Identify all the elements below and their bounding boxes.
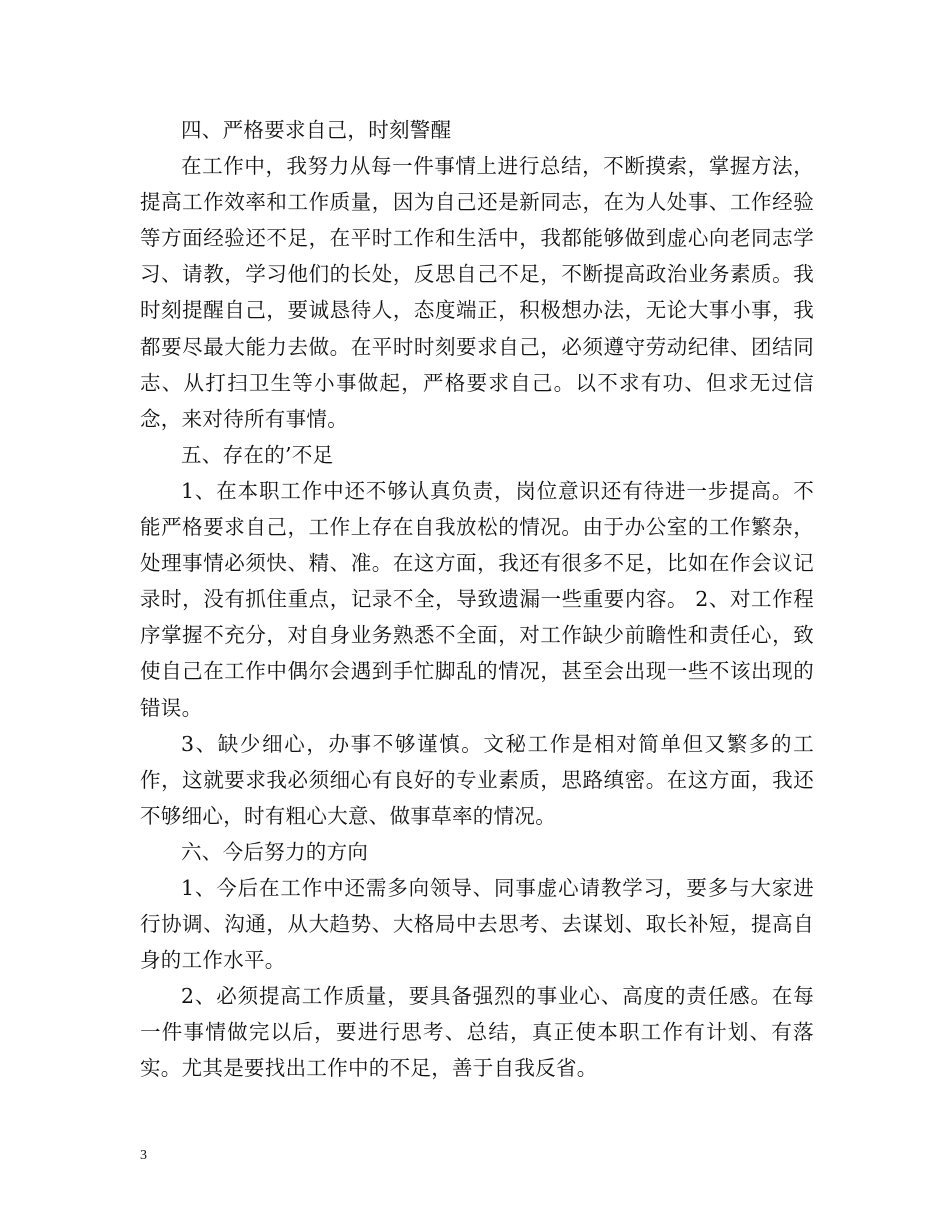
paragraph: 2、必须提高工作质量，要具备强烈的事业心、高度的责任感。在每一件事情做完以后，要进行思考、总结，真正使本职工作有计划、有落实。尤其是要找出工作中的不足，善于自我反省。	[140, 984, 814, 1081]
paragraph: 3、缺少细心，办事不够谨慎。文秘工作是相对简单但又繁多的工作，这就要求我必须细心有良好的专业素质，思路缜密。在这方面，我还不够细心，时有粗心大意、做事草率的情况。	[140, 731, 814, 828]
paragraph: 1、在本职工作中还不够认真负责，岗位意识还有待进一步提高。不能严格要求自己，工作上存在自我放松的情况。由于办公室的工作繁杂，处理事情必须快、精、准。在这方面，我还有很多不足，比如在作会议记录时，没有抓住重点，记录不全，导致遗漏一些重要内容。 2、对工作程序掌握不充分，对自身业务熟悉不全面，对工作缺少前瞻性和责任心，致使自己在工作中偶尔会遇到手忙脚乱的情况，甚至会出现一些不该出现的错误。	[140, 478, 814, 720]
paragraph: 1、今后在工作中还需多向领导、同事虚心请教学习，要多与大家进行协调、沟通，从大趋势、大格局中去思考、去谋划、取长补短，提高自身的工作水平。	[140, 875, 814, 973]
section-heading-5: 五、存在的’不足	[181, 442, 334, 467]
paragraph: 在工作中，我努力从每一件事情上进行总结，不断摸索，掌握方法，提高工作效率和工作质量，因为自己还是新同志，在为人处事、工作经验等方面经验还不足，在平时工作和生活中，我都能够做到虚心向老同志学习、请教，学习他们的长处，反思自己不足，不断提高政治业务素质。我时刻提醒自己，要诚恳待人，态度端正，积极想办法，无论大事小事，我都要尽最大能力去做。在平时时刻要求自己，必须遵守劳动纪律、团结同志、从打扫卫生等小事做起，严格要求自己。以不求有功、但求无过信念，来对待所有事情。	[140, 154, 814, 431]
section-heading-4: 四、严格要求自己，时刻警醒	[181, 118, 452, 142]
page-number: 3	[140, 1148, 147, 1163]
section-heading-6: 六、今后努力的方向	[181, 839, 369, 864]
document-body	[140, 112, 814, 1087]
